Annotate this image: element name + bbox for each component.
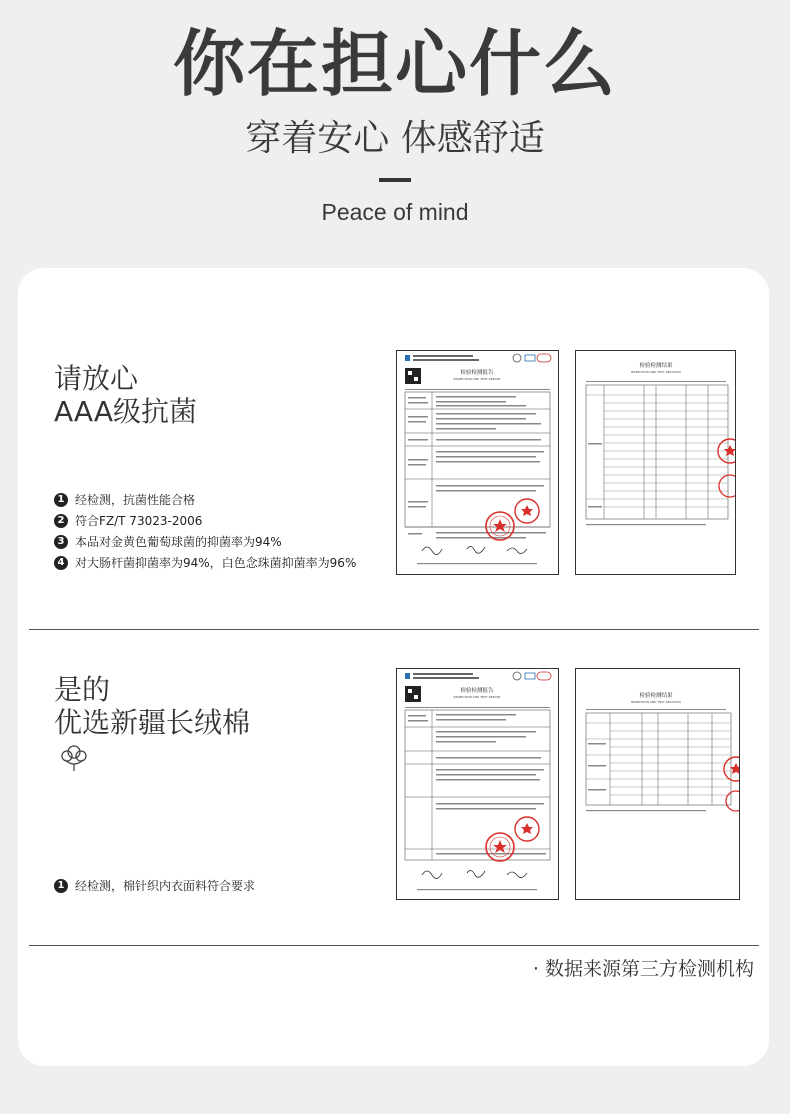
section1-line1: 请放心: [54, 362, 139, 395]
test-report-image: [396, 350, 559, 575]
cotton-flower-icon: [58, 742, 90, 772]
results-title-en: INSPECTION AND TEST RESULT(S): [630, 370, 682, 374]
section1-line2: AAA级抗菌: [54, 395, 198, 428]
section1-bullets: [54, 489, 356, 573]
report-title-en: INSPECTION AND TEST REPORT: [453, 377, 501, 381]
data-source-note: · 数据来源第三方检测机构: [532, 958, 754, 980]
section2-line2-text: 优选新疆长绒棉: [54, 706, 251, 739]
bullet-item: [54, 552, 356, 573]
section2-line2: [54, 706, 250, 772]
bullet-text: 对大肠杆菌抑菌率为94%，白色念珠菌抑菌率为96%: [75, 556, 357, 570]
bullet-text: 符合FZ/T 73023-2006: [75, 514, 203, 528]
number-badge-icon: 2: [54, 514, 68, 528]
hero-subtitle: 穿着安心 体感舒适: [245, 118, 545, 159]
report-title-en-2: INSPECTION AND TEST REPORT: [453, 695, 501, 699]
bullet-item: [54, 875, 255, 896]
section2-line1: 是的: [54, 673, 111, 706]
test-result-image-2: [575, 668, 740, 900]
results-title-en-2: INSPECTION AND TEST RESULT(S): [630, 700, 682, 704]
section-divider: [29, 629, 759, 630]
section2-title: [54, 673, 250, 772]
section-divider-2: [29, 945, 759, 946]
hero-title: 你在担心什么: [172, 22, 617, 106]
bullet-text: 本品对金黄色葡萄球菌的抑菌率为94%: [75, 535, 282, 549]
section1-title: [54, 362, 197, 428]
number-badge-icon: 1: [54, 879, 68, 893]
bullet-text: 经检测，抗菌性能合格: [75, 493, 196, 507]
bullet-text: 经检测，棉针织内衣面料符合要求: [75, 879, 256, 893]
number-badge-icon: 1: [54, 493, 68, 507]
bullet-item: [54, 489, 356, 510]
number-badge-icon: 4: [54, 556, 68, 570]
test-result-image: [575, 350, 736, 575]
number-badge-icon: 3: [54, 535, 68, 549]
hero-dash: [379, 178, 411, 182]
bullet-item: [54, 531, 356, 552]
results-title-2: 检验检测结果: [639, 693, 673, 699]
hero-english: Peace of mind: [321, 199, 469, 225]
report-title: 检验检测报告: [460, 370, 494, 376]
bullet-item: [54, 510, 356, 531]
section2-bullets: [54, 875, 255, 896]
results-title: 检验检测结果: [639, 363, 673, 369]
report-title-2: 检验检测报告: [460, 688, 494, 694]
test-report-image-2: [396, 668, 559, 900]
